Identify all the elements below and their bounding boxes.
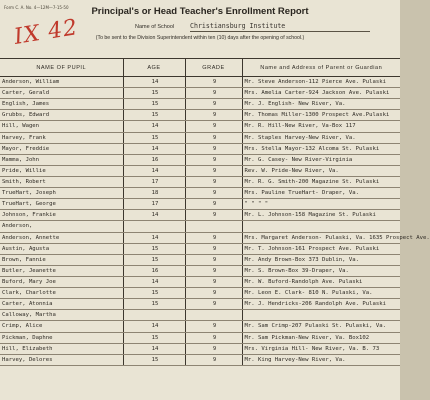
cell-parent: Mr. J. English- New River, Va. [242, 99, 400, 110]
cell-grade: 9 [185, 154, 242, 165]
cell-parent [242, 221, 400, 232]
cell-pupil: Austin, Agusta [0, 243, 123, 254]
cell-grade [185, 221, 242, 232]
cell-pupil: Pickman, Daphne [0, 332, 123, 343]
cell-age: 15 [123, 288, 185, 299]
cell-pupil: Harvey, Frank [0, 132, 123, 143]
table-row [0, 354, 400, 365]
handwritten-mark: IX 42 [12, 15, 80, 50]
table-row [0, 132, 400, 143]
column-header-pupil: NAME OF PUPIL [0, 59, 123, 77]
cell-age: 15 [123, 88, 185, 99]
cell-age: 14 [123, 210, 185, 221]
cell-parent: Mr. Sam Pickman-New River, Va. Box102 [242, 332, 400, 343]
table-row [0, 221, 400, 232]
cell-grade: 9 [185, 121, 242, 132]
cell-grade: 9 [185, 288, 242, 299]
cell-pupil: Butler, Jeanette [0, 265, 123, 276]
cell-age: 15 [123, 254, 185, 265]
table-row [0, 154, 400, 165]
form-number: Form C. A. No. 4—12M—7-15-50 [4, 5, 69, 10]
table-row [0, 143, 400, 154]
cell-age: 14 [123, 77, 185, 88]
table-row [0, 254, 400, 265]
cell-pupil: Hill, Wagen [0, 121, 123, 132]
cell-age: 17 [123, 199, 185, 210]
cell-parent: Mr. L. Johnson-158 Magazine St. Pulaski [242, 210, 400, 221]
cell-parent: Mr. G. Casey- New River-Virginia [242, 154, 400, 165]
cell-parent: Mr. J. Hendricks-206 Randolph Ave. Pulaski [242, 299, 400, 310]
cell-grade: 9 [185, 88, 242, 99]
cell-age: 17 [123, 176, 185, 187]
cell-parent: Rev. W. Pride-New River, Va. [242, 165, 400, 176]
table-row [0, 265, 400, 276]
cell-pupil: Calloway, Martha [0, 310, 123, 321]
cell-grade: 9 [185, 210, 242, 221]
cell-age: 18 [123, 188, 185, 199]
cell-grade: 9 [185, 354, 242, 365]
table-row [0, 343, 400, 354]
cell-age: 15 [123, 132, 185, 143]
table-row [0, 310, 400, 321]
table-row [0, 77, 400, 88]
cell-age: 14 [123, 232, 185, 243]
cell-age: 16 [123, 265, 185, 276]
instruction-text: (To be sent to the Division Superintendent within ten (10) days after the opening of school.) [95, 35, 305, 41]
cell-age: 15 [123, 332, 185, 343]
cell-parent: Mrs. Pauline TrueHart- Draper, Va. [242, 188, 400, 199]
school-label: Name of School [135, 24, 175, 30]
cell-grade: 9 [185, 132, 242, 143]
table-row [0, 299, 400, 310]
cell-pupil: Mamma, John [0, 154, 123, 165]
table-row [0, 199, 400, 210]
cell-age: 14 [123, 121, 185, 132]
cell-pupil: Harvey, Delores [0, 354, 123, 365]
column-header-grade: GRADE [185, 59, 242, 77]
cell-grade: 9 [185, 321, 242, 332]
cell-grade: 9 [185, 332, 242, 343]
table-row [0, 232, 400, 243]
cell-age: 15 [123, 243, 185, 254]
table-row [0, 243, 400, 254]
cell-grade: 9 [185, 243, 242, 254]
cell-age [123, 221, 185, 232]
header-row [0, 59, 400, 77]
cell-parent: Mr. T. Johnson-161 Prospect Ave. Pulaski [242, 243, 400, 254]
table-row [0, 110, 400, 121]
cell-grade: 9 [185, 265, 242, 276]
cell-parent: Mr. Steve Anderson-112 Pierce Ave. Pulaski [242, 77, 400, 88]
cell-pupil: TrueHart, George [0, 199, 123, 210]
cell-age: 14 [123, 321, 185, 332]
cell-pupil: Johnson, Frankie [0, 210, 123, 221]
cell-pupil: Buford, Mary Joe [0, 276, 123, 287]
table-body [0, 77, 430, 366]
cell-grade: 9 [185, 165, 242, 176]
table-row [0, 176, 400, 187]
cell-age: 15 [123, 110, 185, 121]
cell-parent: Mr. R. G. Smith-200 Magazine St. Pulaski [242, 176, 400, 187]
cell-pupil: Hill, Elizabeth [0, 343, 123, 354]
cell-age [123, 310, 185, 321]
cell-pupil: Clark, Charlotte [0, 288, 123, 299]
cell-parent: Mrs. Stella Mayor-132 Alcoma St. Pulaski [242, 143, 400, 154]
cell-grade: 9 [185, 276, 242, 287]
cell-grade: 9 [185, 77, 242, 88]
cell-pupil: Grubbs, Edward [0, 110, 123, 121]
school-name: Christiansburg Institute [190, 22, 286, 30]
table-row [0, 288, 400, 299]
enrollment-table [0, 58, 430, 366]
table-row [0, 332, 400, 343]
cell-age: 16 [123, 154, 185, 165]
cell-pupil: Carter, Gerald [0, 88, 123, 99]
cell-age: 15 [123, 99, 185, 110]
cell-parent: Mr. Sam Crimp-207 Pulaski St. Pulaski, Va. [242, 321, 400, 332]
table-row [0, 165, 400, 176]
table-row [0, 188, 400, 199]
report-title: Principal's or Head Teacher's Enrollment Report [91, 6, 309, 17]
cell-age: 14 [123, 143, 185, 154]
column-header-age: AGE [123, 59, 185, 77]
cell-pupil: Mayor, Freddie [0, 143, 123, 154]
table-row [0, 321, 400, 332]
cell-parent: Mr. W. Buford-Randolph Ave. Pulaski [242, 276, 400, 287]
cell-parent: Mr. Leon E. Clark- 810 N. Pulaski, Va. [242, 288, 400, 299]
cell-parent: Mrs. Amelia Carter-924 Jackson Ave. Pulaski [242, 88, 400, 99]
table-row [0, 99, 400, 110]
table-row [0, 210, 400, 221]
cell-age: 15 [123, 354, 185, 365]
cell-grade: 9 [185, 232, 242, 243]
cell-parent: " " " " [242, 199, 400, 210]
cell-parent: Mrs. Virginia Hill- New River, Va. B. 73 [242, 343, 400, 354]
cell-pupil: Smith, Robert [0, 176, 123, 187]
cell-age: 14 [123, 165, 185, 176]
cell-parent [242, 310, 400, 321]
cell-pupil: Pride, Willie [0, 165, 123, 176]
cell-grade: 9 [185, 143, 242, 154]
cell-parent: Mr. R. Hill-New River, Va-Box 117 [242, 121, 400, 132]
cell-pupil: TrueHart, Joseph [0, 188, 123, 199]
column-header-parent: Name and Address of Parent or Guardian [242, 59, 400, 77]
table-row [0, 276, 400, 287]
cell-age: 14 [123, 343, 185, 354]
cell-grade: 9 [185, 254, 242, 265]
cell-parent: Mr. Thomas Miller-1300 Prospect Ave.Pulaski [242, 110, 400, 121]
school-underline [190, 31, 370, 32]
cell-parent: Mr. Andy Brown-Box 373 Dublin, Va. [242, 254, 400, 265]
cell-parent: Mr. King Harvey-New River, Va. [242, 354, 400, 365]
cell-grade: 9 [185, 343, 242, 354]
cell-pupil: Anderson, William [0, 77, 123, 88]
cell-pupil: Crimp, Alice [0, 321, 123, 332]
cell-grade: 9 [185, 176, 242, 187]
cell-grade [185, 310, 242, 321]
cell-pupil: Carter, Atonnia [0, 299, 123, 310]
cell-age: 15 [123, 299, 185, 310]
table-row [0, 88, 400, 99]
cell-age: 14 [123, 276, 185, 287]
cell-pupil: Anderson, [0, 221, 123, 232]
cell-grade: 9 [185, 99, 242, 110]
cell-parent: Mr. Staples Harvey-New River, Va. [242, 132, 400, 143]
cell-grade: 9 [185, 110, 242, 121]
cell-parent: Mrs. Margaret Anderson- Pulaski, Va. 1635 Prospect Ave. [242, 232, 400, 243]
cell-pupil: English, James [0, 99, 123, 110]
cell-grade: 9 [185, 199, 242, 210]
cell-grade: 9 [185, 188, 242, 199]
cell-pupil: Brown, Fannie [0, 254, 123, 265]
cell-pupil: Anderson, Annette [0, 232, 123, 243]
table-row [0, 121, 400, 132]
cell-grade: 9 [185, 299, 242, 310]
cell-parent: Mr. S. Brown-Box 39-Draper, Va. [242, 265, 400, 276]
